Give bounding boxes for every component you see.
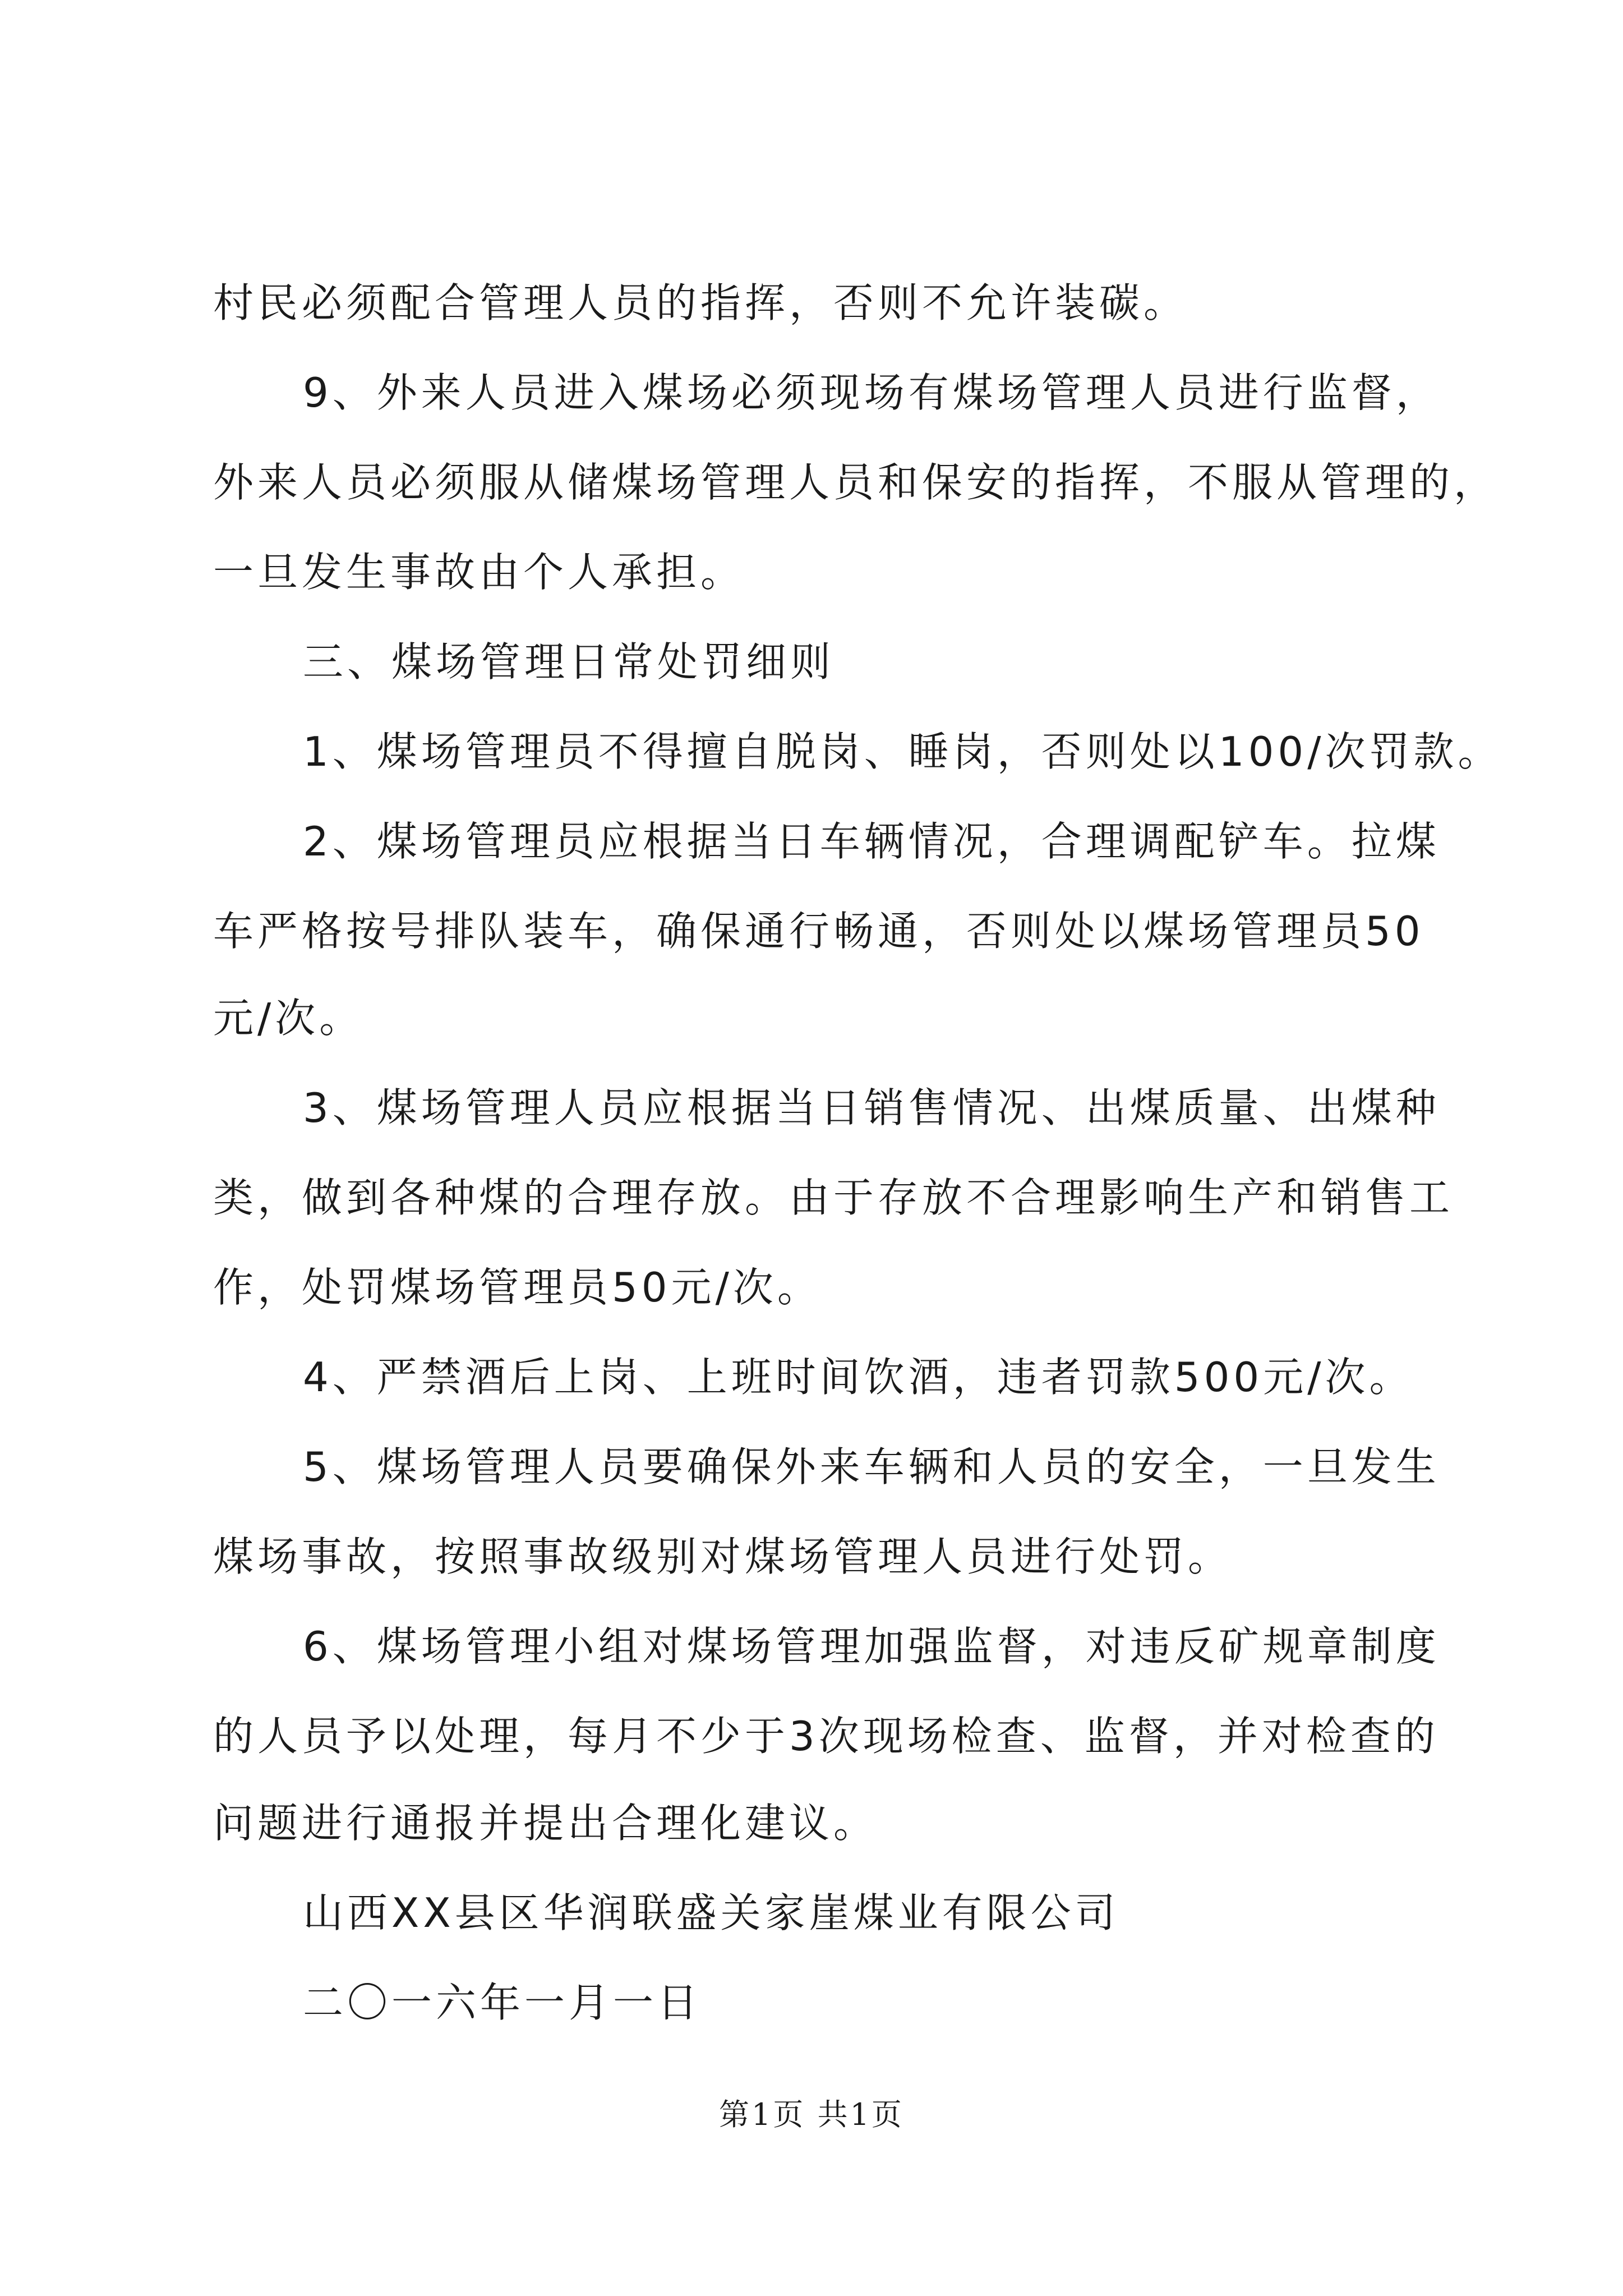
text-line-17: 的人员予以处理，每月不少于3次现场检查、监督，并对检查的	[213, 1713, 1439, 1760]
text-line-7: 2、煤场管理员应根据当日车辆情况，合理调配铲车。拉煤	[303, 818, 1440, 865]
text-line-16: 6、煤场管理小组对煤场管理加强监督，对违反矿规章制度	[303, 1623, 1440, 1670]
text-line-6: 1、煤场管理员不得擅自脱岗、睡岗，否则处以100/次罚款。	[303, 728, 1502, 775]
text-line-3: 外来人员必须服从储煤场管理人员和保安的指挥，不服从管理的，	[213, 459, 1498, 506]
text-line-13: 4、严禁酒后上岗、上班时间饮酒，违者罚款500元/次。	[303, 1354, 1414, 1401]
text-line-10: 3、煤场管理人员应根据当日销售情况、出煤质量、出煤种	[303, 1084, 1440, 1131]
text-line-9: 元/次。	[213, 995, 364, 1042]
text-line-8: 车严格按号排队装车，确保通行畅通，否则处以煤场管理员50	[213, 908, 1424, 955]
section-heading-3: 三、煤场管理日常处罚细则	[303, 638, 835, 685]
text-line-14: 5、煤场管理人员要确保外来车辆和人员的安全，一旦发生	[303, 1443, 1440, 1490]
text-line-1: 村民必须配合管理人员的指挥，否则不允许装碳。	[213, 279, 1188, 326]
page-number-footer: 第1页 共1页	[719, 2097, 904, 2132]
document-date: 二〇一六年一月一日	[303, 1979, 702, 2026]
text-line-2: 9、外来人员进入煤场必须现场有煤场管理人员进行监督，	[303, 369, 1440, 416]
text-line-12: 作，处罚煤场管理员50元/次。	[213, 1264, 822, 1311]
text-line-11: 类，做到各种煤的合理存放。由于存放不合理影响生产和销售工	[213, 1174, 1454, 1221]
text-line-15: 煤场事故，按照事故级别对煤场管理人员进行处罚。	[213, 1533, 1233, 1580]
company-name: 山西XX县区华润联盛关家崖煤业有限公司	[303, 1889, 1119, 1936]
text-line-4: 一旦发生事故由个人承担。	[213, 549, 745, 596]
text-line-18: 问题进行通报并提出合理化建议。	[213, 1800, 878, 1847]
